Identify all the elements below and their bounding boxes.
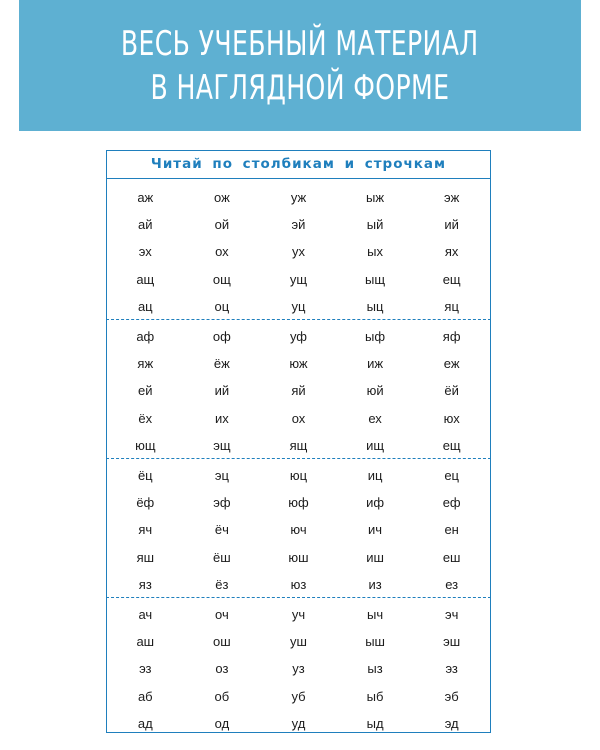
syllable-cell: ыд bbox=[366, 715, 384, 731]
syllable-cell: ай bbox=[138, 217, 153, 233]
syllable-cell: еф bbox=[442, 495, 461, 511]
syllable-cell: юз bbox=[290, 576, 307, 592]
syllable-row bbox=[107, 292, 490, 319]
syllable-row bbox=[107, 515, 490, 542]
syllable-cell: юф bbox=[288, 495, 309, 511]
syllable-cell: уд bbox=[291, 715, 306, 731]
syllable-cell: ен bbox=[444, 522, 459, 538]
syllable-cell: ёз bbox=[215, 576, 229, 592]
syllable-row bbox=[107, 349, 490, 376]
syllable-cell: ых bbox=[367, 244, 383, 260]
syllable-cell: ёж bbox=[213, 356, 230, 372]
syllable-cell: оф bbox=[212, 329, 231, 345]
syllable-row bbox=[107, 709, 490, 736]
syllable-row bbox=[107, 431, 490, 458]
syllable-cell: аж bbox=[137, 190, 154, 206]
syllable-cell: ащ bbox=[136, 271, 155, 287]
syllable-cell: эф bbox=[213, 495, 231, 511]
syllable-cell: ох bbox=[215, 244, 229, 260]
syllable-cell: ез bbox=[445, 576, 459, 592]
syllable-cell: еш bbox=[442, 549, 461, 565]
syllable-cell: юц bbox=[289, 468, 308, 484]
syllable-cell: ош bbox=[213, 634, 231, 650]
syllable-cell: эй bbox=[291, 217, 306, 233]
syllable-cell: уз bbox=[292, 661, 305, 677]
syllable-cell: оз bbox=[215, 661, 229, 677]
syllable-cell: эч bbox=[444, 607, 459, 623]
syllable-cell: юж bbox=[289, 356, 308, 372]
syllable-cell: яш bbox=[136, 549, 155, 565]
syllable-cell: юй bbox=[366, 383, 384, 399]
syllable-cell: од bbox=[214, 715, 230, 731]
syllable-table-card bbox=[106, 150, 491, 733]
syllable-row bbox=[107, 210, 490, 237]
syllable-cell: ич bbox=[368, 522, 383, 538]
syllable-group bbox=[107, 181, 490, 319]
syllable-row bbox=[107, 600, 490, 627]
syllable-row bbox=[107, 237, 490, 264]
syllable-cell: уб bbox=[291, 688, 306, 704]
syllable-cell: яф bbox=[442, 329, 461, 345]
syllable-cell: иц bbox=[367, 468, 383, 484]
syllable-cell: юх bbox=[443, 410, 460, 426]
syllable-cell: оч bbox=[215, 607, 229, 623]
syllable-cell: аф bbox=[136, 329, 155, 345]
syllable-cell: эб bbox=[444, 688, 459, 704]
syllable-cell: яз bbox=[138, 576, 152, 592]
syllable-cell: ыб bbox=[366, 688, 384, 704]
syllable-cell: иж bbox=[367, 356, 384, 372]
syllable-cell: ёч bbox=[214, 522, 229, 538]
syllable-cell: ац bbox=[137, 298, 153, 314]
syllable-cell: ый bbox=[366, 217, 384, 233]
syllable-row bbox=[107, 461, 490, 488]
syllable-cell: аб bbox=[137, 688, 153, 704]
syllable-row bbox=[107, 682, 490, 709]
table-title: Читай по столбикам и строчкам bbox=[107, 151, 490, 179]
syllable-cell: ещ bbox=[442, 437, 461, 453]
syllable-group bbox=[107, 320, 490, 458]
syllable-cell: ёх bbox=[138, 410, 153, 426]
syllable-cell: ощ bbox=[212, 271, 231, 287]
syllable-row bbox=[107, 265, 490, 292]
syllable-cell: эц bbox=[214, 468, 229, 484]
syllable-cell: уш bbox=[290, 634, 307, 650]
syllable-cell: ий bbox=[444, 217, 459, 233]
syllable-cell: ыф bbox=[365, 329, 386, 345]
syllable-cell: эх bbox=[138, 244, 152, 260]
syllable-cell: их bbox=[215, 410, 229, 426]
syllable-cell: иф bbox=[366, 495, 385, 511]
syllable-row bbox=[107, 543, 490, 570]
syllable-cell: яж bbox=[137, 356, 154, 372]
syllable-cell: эж bbox=[444, 190, 460, 206]
syllable-cell: ыз bbox=[367, 661, 383, 677]
syllable-cell: ад bbox=[137, 715, 153, 731]
syllable-cell: ыш bbox=[365, 634, 385, 650]
syllable-cell: эщ bbox=[213, 437, 231, 453]
syllable-cell: ёц bbox=[137, 468, 153, 484]
syllable-cell: ёш bbox=[213, 549, 231, 565]
syllable-cell: яч bbox=[138, 522, 153, 538]
syllable-cell: ущ bbox=[289, 271, 308, 287]
syllable-cell: ей bbox=[138, 383, 153, 399]
syllable-cell: уц bbox=[291, 298, 306, 314]
syllable-cell: ыж bbox=[366, 190, 385, 206]
syllable-cell: из bbox=[368, 576, 382, 592]
banner-title-line-2: В НАГЛЯДНОЙ ФОРМЕ bbox=[150, 67, 450, 108]
syllable-cell: яй bbox=[291, 383, 306, 399]
syllable-cell: яц bbox=[444, 298, 459, 314]
syllable-cell: юч bbox=[290, 522, 307, 538]
syllable-cell: ыч bbox=[367, 607, 384, 623]
syllable-row bbox=[107, 570, 490, 597]
syllable-cell: ещ bbox=[442, 271, 461, 287]
syllable-row bbox=[107, 654, 490, 681]
syllable-group bbox=[107, 459, 490, 597]
syllable-cell: эш bbox=[443, 634, 461, 650]
syllable-cell: ящ bbox=[289, 437, 308, 453]
syllable-cell: эд bbox=[444, 715, 459, 731]
syllable-cell: уж bbox=[290, 190, 307, 206]
syllable-cell: ой bbox=[214, 217, 230, 233]
syllable-table-body bbox=[107, 179, 490, 736]
syllable-cell: ёф bbox=[136, 495, 155, 511]
syllable-cell: эз bbox=[445, 661, 458, 677]
syllable-group bbox=[107, 598, 490, 736]
syllable-cell: ыц bbox=[366, 298, 384, 314]
header-banner bbox=[19, 0, 581, 131]
syllable-cell: юш bbox=[288, 549, 309, 565]
banner-title-line-1: ВЕСЬ УЧЕБНЫЙ МАТЕРИАЛ bbox=[121, 23, 479, 64]
syllable-cell: ех bbox=[368, 410, 382, 426]
syllable-cell: еж bbox=[443, 356, 460, 372]
syllable-cell: уф bbox=[289, 329, 308, 345]
syllable-row bbox=[107, 322, 490, 349]
syllable-cell: эз bbox=[139, 661, 152, 677]
syllable-cell: ец bbox=[444, 468, 460, 484]
syllable-row bbox=[107, 404, 490, 431]
syllable-row bbox=[107, 183, 490, 210]
syllable-cell: оц bbox=[214, 298, 230, 314]
syllable-cell: ох bbox=[291, 410, 306, 426]
syllable-cell: ющ bbox=[135, 437, 156, 453]
syllable-cell: об bbox=[214, 688, 230, 704]
syllable-row bbox=[107, 376, 490, 403]
syllable-cell: ух bbox=[291, 244, 305, 260]
syllable-row bbox=[107, 488, 490, 515]
syllable-cell: ях bbox=[444, 244, 459, 260]
syllable-cell: ыщ bbox=[365, 271, 386, 287]
syllable-cell: ищ bbox=[366, 437, 385, 453]
syllable-cell: ач bbox=[138, 607, 153, 623]
syllable-cell: иш bbox=[366, 549, 384, 565]
syllable-cell: ий bbox=[214, 383, 230, 399]
syllable-cell: уч bbox=[291, 607, 306, 623]
syllable-row bbox=[107, 627, 490, 654]
syllable-cell: ёй bbox=[444, 383, 459, 399]
syllable-cell: ож bbox=[214, 190, 230, 206]
syllable-cell: аш bbox=[136, 634, 155, 650]
